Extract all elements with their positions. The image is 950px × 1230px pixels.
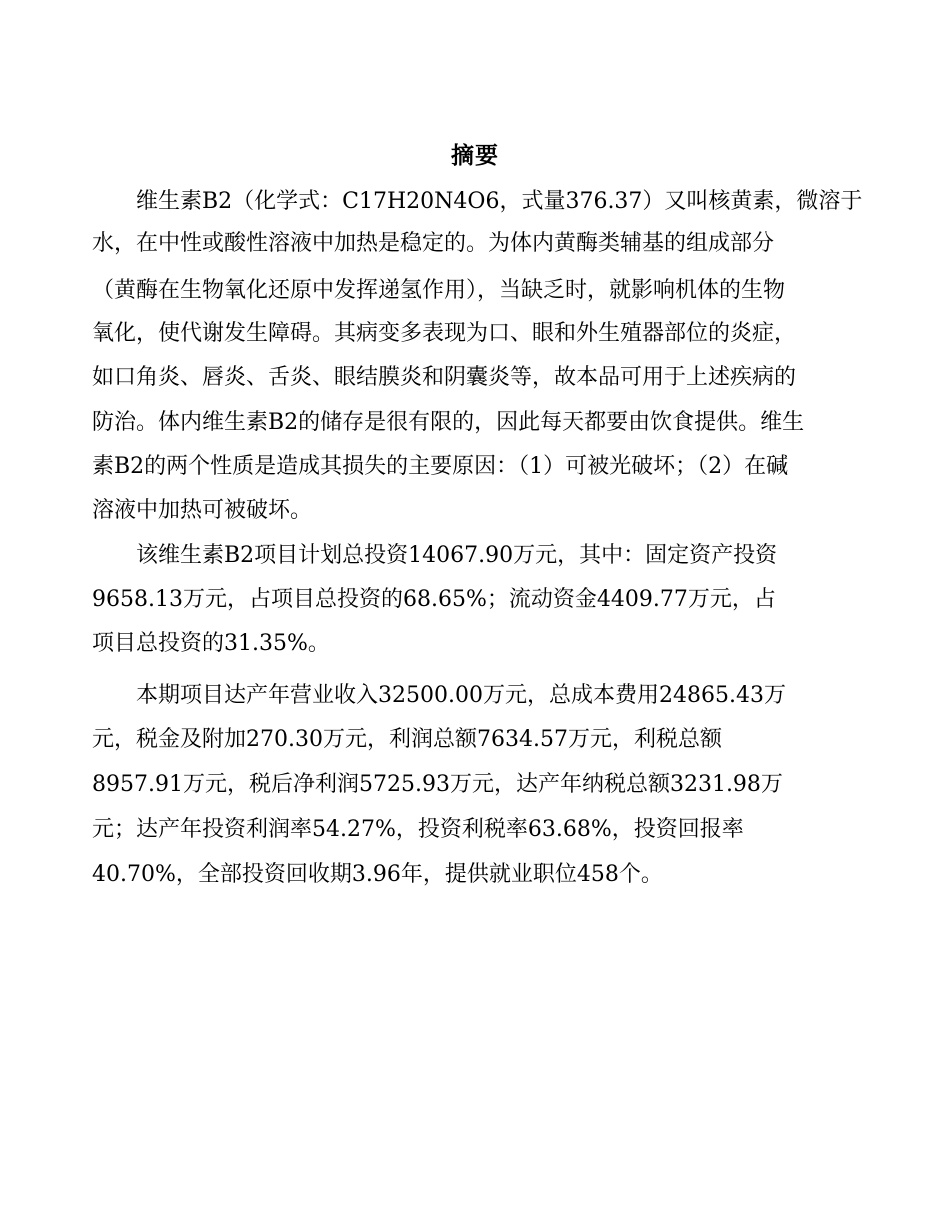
paragraph-1-line-6: 防治。体内维生素B2的储存是很有限的，因此每天都要由饮食提供。维生 [92,410,805,435]
paragraph-2-line-2: 9658.13万元，占项目总投资的68.65%；流动资金4409.77万元，占 [92,587,776,612]
paragraph-3-line-3: 8957.91万元，税后净利润5725.93万元，达产年纳税总额3231.98万 [92,772,783,797]
paragraph-1-line-4: 氧化，使代谢发生障碍。其病变多表现为口、眼和外生殖器部位的炎症， [92,321,797,346]
paragraph-3-line-2: 元，税金及附加270.30万元，利润总额7634.57万元，利税总额 [92,727,722,752]
page-title: 摘要 [451,143,499,169]
paragraph-2-line-1: 该维生素B2项目计划总投资14067.90万元，其中：固定资产投资 [92,543,778,568]
paragraph-1-line-3: （黄酶在生物氧化还原中发挥递氢作用），当缺乏时，就影响机体的生物 [92,278,786,303]
paragraph-3-line-1: 本期项目达产年营业收入32500.00万元，总成本费用24865.43万 [92,683,786,708]
paragraph-1-line-2: 水，在中性或酸性溶液中加热是稳定的。为体内黄酶类辅基的组成部分 [92,231,775,256]
paragraph-1-line-1: 维生素B2（化学式：C17H20N4O6，式量376.37）又叫核黄素，微溶于 [92,189,863,214]
paragraph-3-line-4: 元；达产年投资利润率54.27%，投资利税率63.68%，投资回报率 [92,817,744,842]
paragraph-3-line-5: 40.70%，全部投资回收期3.96年，提供就业职位458个。 [92,862,663,887]
paragraph-1-line-5: 如口角炎、唇炎、舌炎、眼结膜炎和阴囊炎等，故本品可用于上述疾病的 [92,365,797,390]
paragraph-1-line-7: 素B2的两个性质是造成其损失的主要原因：（1）可被光破坏；（2）在碱 [92,454,789,479]
paragraph-2-line-3: 项目总投资的31.35%。 [92,631,330,656]
paragraph-1-line-8: 溶液中加热可被破坏。 [92,498,313,523]
